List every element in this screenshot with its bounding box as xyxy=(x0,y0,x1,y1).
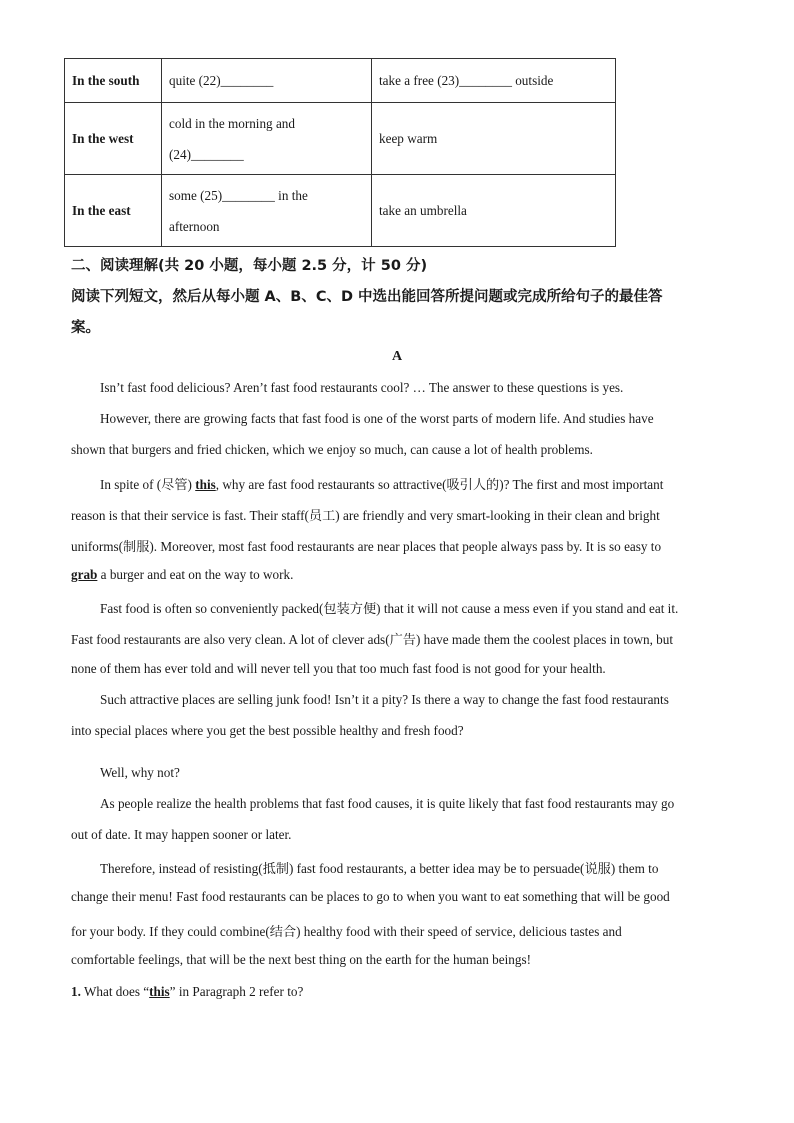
table-row xyxy=(65,59,616,103)
paragraph-3-line: uniforms(制服). Moreover, most fast food restaurants are near places that people always pass by. It is so easy to xyxy=(71,539,662,554)
paragraph-2-line: However, there are growing facts that fast food is one of the worst parts of modern life. And studies have xyxy=(100,411,654,426)
table-row xyxy=(65,103,616,175)
paragraph-3-line: In spite of (尽管) this, why are fast food restaurants so attractive(吸引人的)? The first and most important xyxy=(100,477,664,492)
weather-table xyxy=(64,58,616,247)
section-instruction: 阅读下列短文，然后从每小题 A、B、C、D 中选出能回答所提问题或完成所给句子的最佳答 xyxy=(71,289,663,305)
paragraph-8-line: Therefore, instead of resisting(抵制) fast food restaurants, a better idea may be to persuade(说服) them to xyxy=(100,861,659,876)
advice-cell: keep warm xyxy=(372,103,616,175)
paragraph-8-line: change their menu! Fast food restaurants can be places to go to when you want to eat something that will be good xyxy=(71,889,670,904)
advice-cell: take an umbrella xyxy=(372,175,616,247)
advice-cell: take a free (23)________ outside xyxy=(372,59,616,103)
weather-cell: cold in the morning and (24)________ xyxy=(162,103,372,175)
paragraph-4-line: Fast food restaurants are also very clean. A lot of clever ads(广告) have made them the coolest places in town, but xyxy=(71,632,674,647)
section-heading: 二、阅读理解(共 20 小题，每小题 2.5 分，计 50 分) xyxy=(71,258,428,274)
paragraph-3-line: grab a burger and eat on the way to work. xyxy=(71,567,294,582)
highlighted-word-this: this xyxy=(195,477,216,492)
paragraph-2-line: shown that burgers and fried chicken, which we enjoy so much, can cause a lot of health problems. xyxy=(71,442,593,457)
region-cell: In the east xyxy=(65,175,162,247)
paragraph-5-line: into special places where you get the best possible healthy and fresh food? xyxy=(71,723,464,738)
passage-title: A xyxy=(391,349,403,364)
weather-cell: some (25)________ in the afternoon xyxy=(162,175,372,247)
paragraph-8-line: comfortable feelings, that will be the next best thing on the earth for the human beings! xyxy=(71,952,531,967)
highlighted-word-grab: grab xyxy=(71,567,98,582)
region-cell: In the south xyxy=(65,59,162,103)
paragraph-6: Well, why not? xyxy=(100,765,180,780)
paragraph-4-line: none of them has ever told and will never tell you that too much fast food is not good for your health. xyxy=(71,661,606,676)
paragraph-8-line: for your body. If they could combine(结合) healthy food with their speed of service, delicious tastes and xyxy=(71,924,622,939)
paragraph-5-line: Such attractive places are selling junk food! Isn’t it a pity? Is there a way to change the fast food restaurants xyxy=(100,692,669,707)
paragraph-3-line: reason is that their service is fast. Their staff(员工) are friendly and very smart-looking in their clean and bright xyxy=(71,508,660,523)
weather-cell: quite (22)________ xyxy=(162,59,372,103)
paragraph-4-line: Fast food is often so conveniently packed(包装方便) that it will not cause a mess even if you stand and eat it. xyxy=(100,601,679,616)
question-1: 1. What does “this” in Paragraph 2 refer to? xyxy=(71,984,304,999)
section-instruction-cont: 案。 xyxy=(71,320,100,336)
paragraph-1: Isn’t fast food delicious? Aren’t fast food restaurants cool? … The answer to these questions is yes. xyxy=(100,380,624,395)
table-row xyxy=(65,175,616,247)
region-cell: In the west xyxy=(65,103,162,175)
paragraph-7-line: out of date. It may happen sooner or later. xyxy=(71,827,292,842)
paragraph-7-line: As people realize the health problems that fast food causes, it is quite likely that fast food restaurants may go xyxy=(100,796,675,811)
